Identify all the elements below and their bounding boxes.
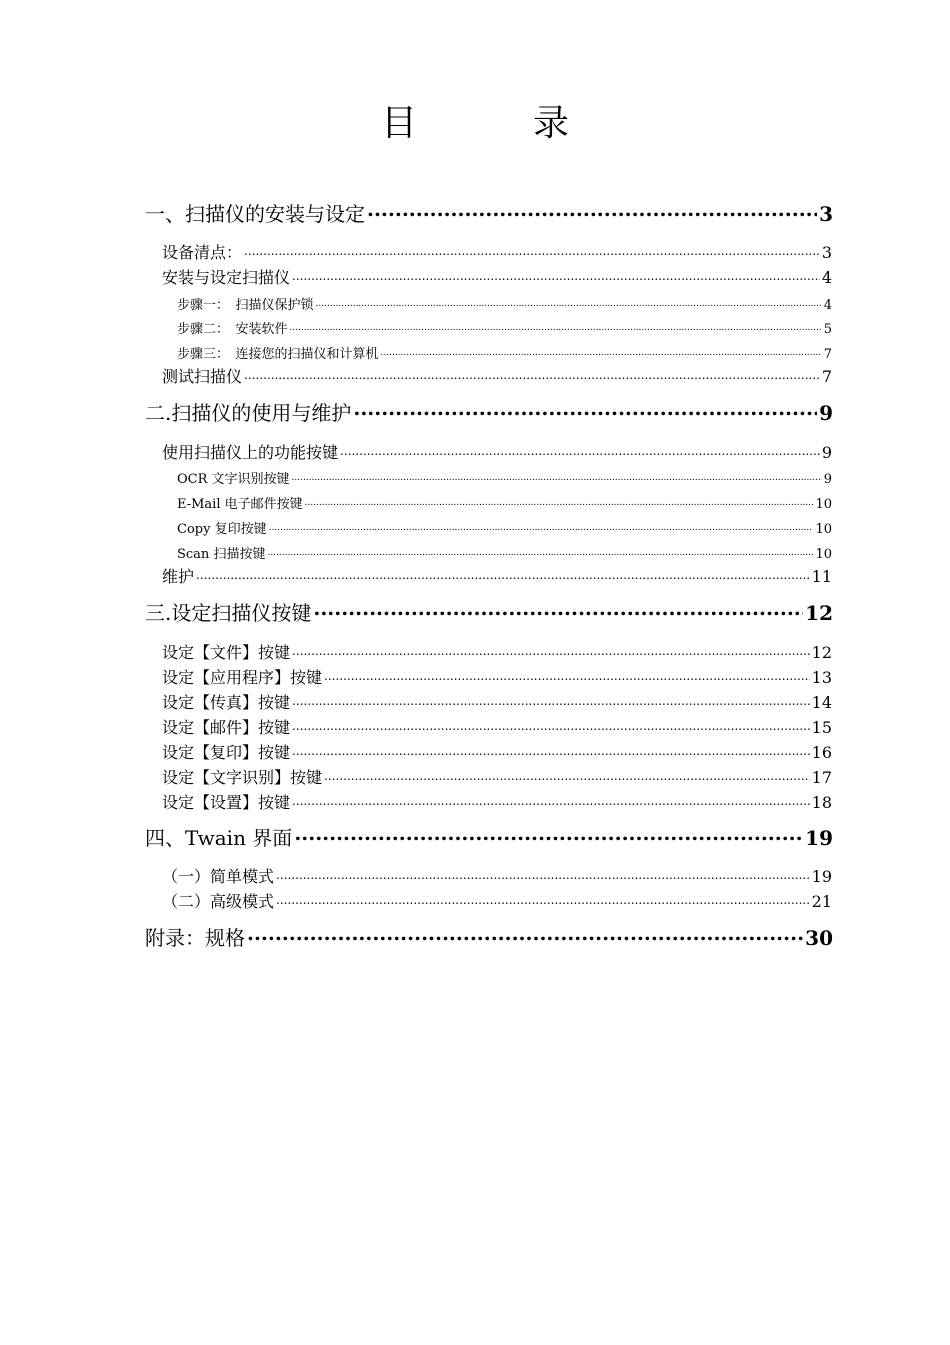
toc-dot-leader [292,642,810,658]
toc-entry-label: Scan 扫描按键 [177,547,266,562]
toc-dot-leader [267,545,813,558]
toc-entry-label: 附录：规格 [145,926,245,950]
toc-dot-leader [292,717,810,733]
toc-entry-page: 7 [821,367,832,386]
toc-dot-leader [316,296,822,309]
toc-entry-page: 19 [805,826,833,850]
toc-entry-label: 设定【复印】按键 [162,743,291,762]
toc-entry[interactable] [162,640,832,663]
toc-entry[interactable] [145,822,833,851]
toc-dot-leader [292,742,810,758]
toc-entry-page: 14 [811,693,832,712]
toc-entry-label: Copy 复印按键 [177,522,267,537]
toc-dot-leader [324,767,810,783]
toc-entry-page: 18 [811,793,832,812]
toc-entry-page: 19 [811,867,832,886]
toc-entry-page: 9 [823,472,832,487]
toc-dot-leader [292,692,810,708]
toc-entry-page: 12 [805,601,833,625]
toc-dot-leader [244,366,820,382]
toc-entry[interactable] [177,468,832,487]
toc-entry-label: 设定【文件】按键 [162,643,291,662]
toc-entry-label: 设备清点： [162,243,243,262]
toc-entry-page: 5 [823,322,832,337]
toc-entry-page: 17 [811,768,832,787]
toc-entry[interactable] [145,397,833,426]
toc-entry[interactable] [162,665,832,688]
toc-entry[interactable] [145,198,833,227]
toc-entry[interactable] [177,493,832,512]
toc-entry[interactable] [162,364,832,387]
toc-entry-label: OCR 文字识别按键 [177,472,290,487]
toc-entry-label: 二.扫描仪的使用与维护 [145,401,352,425]
page-title: 目 录 [380,103,609,144]
toc-entry-label: 设定【文字识别】按键 [162,768,323,787]
toc-entry-label: 步骤二： 安装软件 [177,322,288,337]
toc-entry-page: 12 [811,643,832,662]
toc-entry-page: 15 [811,718,832,737]
toc-dot-leader [290,320,822,333]
toc-entry-page: 10 [815,522,832,537]
toc-entry-label: 设定【传真】按键 [162,693,291,712]
toc-dot-leader [276,891,810,907]
toc-dot-leader [313,600,803,620]
toc-dot-leader [305,495,814,508]
toc-dot-leader [353,400,817,420]
toc-entry-page: 16 [811,743,832,762]
toc-entry[interactable] [162,790,832,813]
toc-entry-page: 30 [805,926,833,950]
toc-dot-leader [196,566,810,582]
toc-entry[interactable] [162,440,832,463]
toc-entry[interactable] [162,864,832,887]
toc-entry-page: 9 [819,401,833,425]
toc-entry[interactable] [162,564,832,587]
toc-entry[interactable] [177,543,832,562]
toc-dot-leader [294,825,803,845]
toc-dot-leader [324,667,810,683]
toc-entry-label: 步骤三： 连接您的扫描仪和计算机 [177,347,379,362]
toc-dot-leader [244,242,820,258]
toc-entry-label: 设定【设置】按键 [162,793,291,812]
toc-entry-label: E-Mail 电子邮件按键 [177,497,303,512]
toc-entry[interactable] [162,265,832,288]
toc-entry-label: 维护 [162,567,195,586]
toc-entry-page: 9 [821,443,832,462]
toc-entry[interactable] [177,318,832,337]
toc-entry[interactable] [162,690,832,713]
toc-entry-page: 4 [823,298,832,313]
toc-entry[interactable] [145,597,833,626]
toc-dot-leader [276,866,810,882]
toc-dot-leader [292,267,820,283]
toc-entry-label: 一、扫描仪的安装与设定 [145,202,365,226]
toc-dot-leader [269,520,814,533]
toc-entry[interactable] [177,518,832,537]
toc-entry[interactable] [162,765,832,788]
toc-entry[interactable] [162,740,832,763]
toc-entry-label: 使用扫描仪上的功能按键 [162,443,339,462]
toc-entry-label: 设定【邮件】按键 [162,718,291,737]
toc-dot-leader [340,442,820,458]
toc-dot-leader [381,345,822,358]
toc-entry[interactable] [145,922,833,951]
toc-entry[interactable] [177,343,832,362]
toc-entry-label: 三.设定扫描仪按键 [145,601,312,625]
toc-entry-page: 10 [815,497,832,512]
toc-entry-label: （二）高级模式 [162,892,275,911]
toc-entry-page: 3 [821,243,832,262]
toc-entry-page: 13 [811,668,832,687]
toc-entry-page: 7 [823,347,832,362]
toc-dot-leader [247,925,803,945]
toc-entry[interactable] [162,889,832,912]
toc-entry-label: 步骤一： 扫描仪保护锁 [177,298,314,313]
toc-entry[interactable] [162,715,832,738]
toc-entry-label: 测试扫描仪 [162,367,243,386]
toc-entry[interactable] [177,294,832,313]
toc-entry-page: 11 [811,567,832,586]
toc-entry[interactable] [162,240,832,263]
toc-entry-page: 21 [811,892,832,911]
toc-entry-label: 安装与设定扫描仪 [162,268,291,287]
toc-entry-page: 10 [815,547,832,562]
toc-entry-page: 4 [821,268,832,287]
toc-entry-label: 四、Twain 界面 [145,826,293,850]
toc-dot-leader [292,792,810,808]
toc-entry-page: 3 [819,202,833,226]
toc-entry-label: （一）简单模式 [162,867,275,886]
toc-dot-leader [367,201,817,221]
toc-dot-leader [292,470,822,483]
toc-entry-label: 设定【应用程序】按键 [162,668,323,687]
